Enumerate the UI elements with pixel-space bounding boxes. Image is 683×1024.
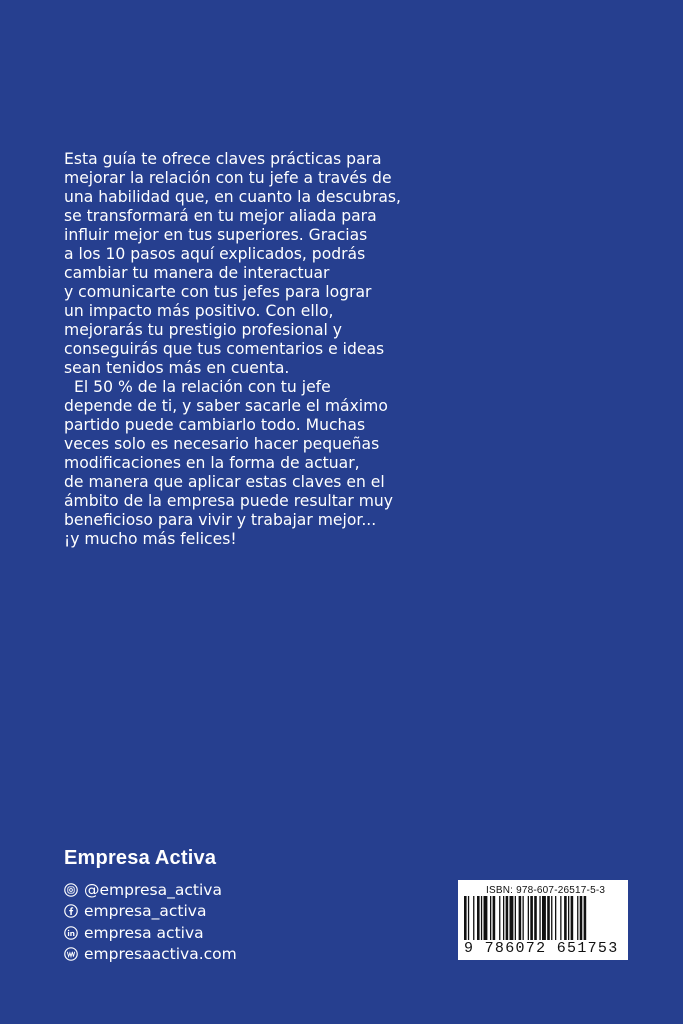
blurb-line: y comunicarte con tus jefes para lograr (64, 283, 372, 301)
linkedin-icon (64, 926, 78, 940)
instagram-icon (64, 883, 78, 897)
blurb-line: depende de ti, y saber sacarle el máximo (64, 397, 388, 415)
blurb-line: una habilidad que, en cuanto la descubras, (64, 188, 402, 206)
blurb-line: sean tenidos más en cuenta. (64, 359, 290, 377)
social-instagram[interactable] (64, 879, 237, 901)
barcode-bars (464, 896, 622, 940)
back-cover-blurb (64, 150, 454, 549)
blurb-line: de manera que aplicar estas claves en el (64, 473, 385, 491)
blurb-line: El 50 % de la relación con tu jefe (74, 378, 331, 396)
isbn-barcode (458, 880, 628, 960)
social-handle: empresaactiva.com (84, 945, 237, 964)
blurb-line: cambiar tu manera de interactuar (64, 264, 330, 282)
blurb-line: conseguirás que tus comentarios e ideas (64, 340, 385, 358)
facebook-icon (64, 904, 78, 918)
blurb-line: mejorar la relación con tu jefe a través de (64, 169, 392, 187)
blurb-line: veces solo es necesario hacer pequeñas (64, 435, 380, 453)
blurb-line: a los 10 pasos aquí explicados, podrás (64, 245, 366, 263)
blurb-line: partido puede cambiarlo todo. Muchas (64, 416, 366, 434)
blurb-line: se transformará en tu mejor aliada para (64, 207, 377, 225)
social-website[interactable] (64, 944, 237, 966)
blurb-line: ¡y mucho más felices! (64, 530, 237, 548)
social-handle: @empresa_activa (84, 880, 222, 899)
social-handle: empresa activa (84, 923, 204, 942)
blurb-line: influir mejor en tus superiores. Gracias (64, 226, 368, 244)
social-handle: empresa_activa (84, 902, 207, 921)
publisher-block (64, 847, 237, 965)
blurb-line: beneficioso para vivir y trabajar mejor... (64, 511, 377, 529)
social-linkedin[interactable] (64, 922, 237, 944)
blurb-line: ámbito de la empresa puede resultar muy (64, 492, 394, 510)
barcode-digits: 9 786072 651753 (464, 940, 619, 957)
website-icon (64, 947, 78, 961)
blurb-line: Esta guía te ofrece claves prácticas para (64, 150, 382, 168)
blurb-line: mejorarás tu prestigio profesional y (64, 321, 343, 339)
social-facebook[interactable] (64, 901, 237, 923)
publisher-name: Empresa Activa (64, 847, 217, 869)
isbn-label: ISBN: 978-607-26517-5-3 (486, 885, 606, 896)
blurb-line: un impacto más positivo. Con ello, (64, 302, 334, 320)
blurb-line: modificaciones en la forma de actuar, (64, 454, 360, 472)
